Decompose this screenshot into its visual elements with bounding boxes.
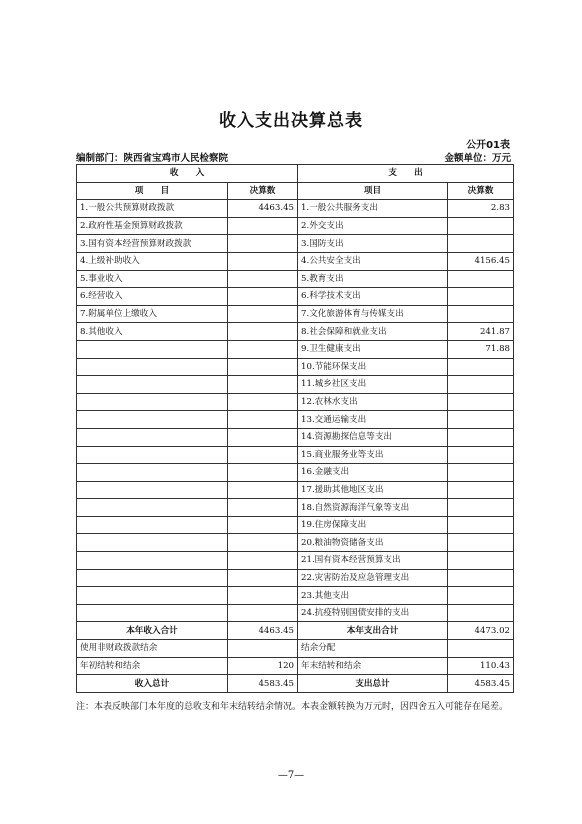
expense-item-cell: 10.节能环保支出 — [298, 358, 448, 376]
expense-item-cell: 14.资源勘探信息等支出 — [298, 428, 448, 446]
income-item-cell — [77, 604, 228, 622]
income-item-cell — [77, 464, 228, 482]
income-expense-table — [76, 164, 514, 693]
expense-item-cell: 24.抗疫特别国债安排的支出 — [298, 604, 448, 622]
income-amount-cell — [228, 252, 298, 270]
income-section-header: 收 入 — [77, 165, 298, 183]
expense-item-cell: 15.商业服务业等支出 — [298, 446, 448, 464]
expense-item-cell: 18.自然资源海洋气象等支出 — [298, 499, 448, 517]
footnote: 注：本表反映部门本年度的总收支和年末结转结余情况。本表金额转换为万元时，因四舍五入可能存在尾差。 — [76, 702, 509, 712]
expense-item-cell: 3.国防支出 — [298, 235, 448, 253]
expense-amount-cell — [448, 552, 514, 570]
expense-section-header: 支 出 — [298, 165, 514, 183]
expense-amount-cell — [448, 446, 514, 464]
income-amount-cell — [228, 552, 298, 570]
income-item-cell — [77, 376, 228, 394]
expense-amount-cell — [448, 358, 514, 376]
expense-amount-cell — [448, 376, 514, 394]
table-row — [77, 358, 514, 376]
table-row — [77, 340, 514, 358]
income-amount-cell — [228, 428, 298, 446]
expense-item-cell: 20.粮油物资储备支出 — [298, 534, 448, 552]
income-item-cell: 5.事业收入 — [77, 270, 228, 288]
expense-item-cell: 11.城乡社区支出 — [298, 376, 448, 394]
table-row — [77, 252, 514, 270]
unit-label: 金额单位：万元 — [444, 153, 511, 164]
page-number: —7— — [277, 770, 305, 781]
expense-amount-cell — [448, 288, 514, 306]
table-row — [77, 305, 514, 323]
income-amount-cell — [228, 305, 298, 323]
expense-amount-cell — [448, 428, 514, 446]
expense-total-value: 4583.45 — [448, 675, 514, 693]
income-amount-cell — [228, 464, 298, 482]
table-row — [77, 604, 514, 622]
table-row — [77, 411, 514, 429]
expense-amount-cell — [448, 235, 514, 253]
income-amount-cell — [228, 288, 298, 306]
end-carryover-label: 年末结转和结余 — [298, 657, 448, 675]
year-expense-label: 本年支出合计 — [298, 622, 448, 640]
income-total-label: 收入总计 — [77, 675, 228, 693]
non-fiscal-label: 使用非财政拨款结余 — [77, 640, 228, 658]
income-amount-cell — [228, 499, 298, 517]
expense-amount-cell — [448, 217, 514, 235]
table-row — [77, 552, 514, 570]
income-amount-cell — [228, 587, 298, 605]
expense-amount-cell — [448, 393, 514, 411]
end-carryover-value: 110.43 — [448, 657, 514, 675]
expense-item-cell: 19.住房保障支出 — [298, 516, 448, 534]
income-amount-cell — [228, 569, 298, 587]
table-row — [77, 587, 514, 605]
income-item-header: 项 目 — [77, 182, 228, 200]
non-fiscal-value — [228, 640, 298, 658]
income-item-cell: 2.政府性基金预算财政拨款 — [77, 217, 228, 235]
income-amount-cell — [228, 323, 298, 341]
income-item-cell — [77, 428, 228, 446]
income-amount-header: 决算数 — [228, 182, 298, 200]
table-row — [77, 200, 514, 218]
table-code: 公开01表 — [466, 140, 510, 151]
table-row — [77, 446, 514, 464]
expense-amount-cell — [448, 481, 514, 499]
expense-item-cell: 5.教育支出 — [298, 270, 448, 288]
expense-amount-cell: 4156.45 — [448, 252, 514, 270]
income-amount-cell — [228, 270, 298, 288]
income-amount-cell: 4463.45 — [228, 200, 298, 218]
expense-item-cell: 13.交通运输支出 — [298, 411, 448, 429]
table-row — [77, 235, 514, 253]
expense-item-cell: 21.国有资本经营预算支出 — [298, 552, 448, 570]
carryover-row — [77, 657, 514, 675]
table-row — [77, 428, 514, 446]
expense-item-cell: 17.援助其他地区支出 — [298, 481, 448, 499]
income-amount-cell — [228, 376, 298, 394]
income-amount-cell — [228, 217, 298, 235]
expense-total-label: 支出总计 — [298, 675, 448, 693]
table-meta-row — [76, 150, 511, 164]
expense-item-cell: 9.卫生健康支出 — [298, 340, 448, 358]
income-item-cell: 8.其他收入 — [77, 323, 228, 341]
income-item-cell: 7.附属单位上缴收入 — [77, 305, 228, 323]
income-item-cell — [77, 516, 228, 534]
grand-total-row — [77, 675, 514, 693]
table-row — [77, 217, 514, 235]
table-row — [77, 288, 514, 306]
expense-item-cell: 2.外交支出 — [298, 217, 448, 235]
non-fiscal-row — [77, 640, 514, 658]
table-row — [77, 569, 514, 587]
table-row — [77, 534, 514, 552]
year-income-label: 本年收入合计 — [77, 622, 228, 640]
expense-amount-cell — [448, 464, 514, 482]
org-label: 编制部门：陕西省宝鸡市人民检察院 — [76, 153, 229, 164]
surplus-dist-value — [448, 640, 514, 658]
income-item-cell: 4.上级补助收入 — [77, 252, 228, 270]
table-row — [77, 323, 514, 341]
income-item-cell — [77, 340, 228, 358]
expense-amount-cell — [448, 270, 514, 288]
table-row — [77, 464, 514, 482]
year-expense-value: 4473.02 — [448, 622, 514, 640]
expense-item-cell: 6.科学技术支出 — [298, 288, 448, 306]
year-income-value: 4463.45 — [228, 622, 298, 640]
income-item-cell: 6.经营收入 — [77, 288, 228, 306]
income-item-cell — [77, 569, 228, 587]
surplus-dist-label: 结余分配 — [298, 640, 448, 658]
table-row — [77, 376, 514, 394]
section-header-row — [77, 165, 514, 183]
expense-amount-cell — [448, 516, 514, 534]
income-amount-cell — [228, 393, 298, 411]
expense-item-header: 项目 — [298, 182, 448, 200]
income-amount-cell — [228, 235, 298, 253]
income-amount-cell — [228, 534, 298, 552]
income-total-value: 4583.45 — [228, 675, 298, 693]
expense-item-cell: 23.其他支出 — [298, 587, 448, 605]
income-item-cell — [77, 411, 228, 429]
expense-item-cell: 12.农林水支出 — [298, 393, 448, 411]
table-row — [77, 481, 514, 499]
expense-item-cell: 4.公共安全支出 — [298, 252, 448, 270]
income-item-cell — [77, 534, 228, 552]
income-amount-cell — [228, 446, 298, 464]
income-amount-cell — [228, 340, 298, 358]
expense-amount-cell — [448, 604, 514, 622]
expense-amount-cell — [448, 587, 514, 605]
income-amount-cell — [228, 358, 298, 376]
expense-amount-cell: 71.88 — [448, 340, 514, 358]
expense-amount-header: 决算数 — [448, 182, 514, 200]
year-total-row — [77, 622, 514, 640]
income-item-cell: 1.一般公共预算财政拨款 — [77, 200, 228, 218]
income-amount-cell — [228, 516, 298, 534]
column-header-row — [77, 182, 514, 200]
income-item-cell — [77, 358, 228, 376]
begin-carryover-label: 年初结转和结余 — [77, 657, 228, 675]
expense-amount-cell — [448, 411, 514, 429]
expense-amount-cell — [448, 499, 514, 517]
expense-item-cell: 1.一般公共服务支出 — [298, 200, 448, 218]
expense-item-cell: 16.金融支出 — [298, 464, 448, 482]
table-row — [77, 516, 514, 534]
income-item-cell — [77, 481, 228, 499]
page-title: 收入支出决算总表 — [219, 111, 363, 131]
table-row — [77, 393, 514, 411]
begin-carryover-value: 120 — [228, 657, 298, 675]
expense-amount-cell: 241.87 — [448, 323, 514, 341]
expense-amount-cell — [448, 534, 514, 552]
table-row — [77, 499, 514, 517]
income-item-cell — [77, 552, 228, 570]
expense-amount-cell: 2.83 — [448, 200, 514, 218]
income-item-cell — [77, 393, 228, 411]
table-row — [77, 270, 514, 288]
income-item-cell — [77, 499, 228, 517]
income-amount-cell — [228, 481, 298, 499]
expense-item-cell: 22.灾害防治及应急管理支出 — [298, 569, 448, 587]
expense-item-cell: 7.文化旅游体育与传媒支出 — [298, 305, 448, 323]
expense-item-cell: 8.社会保障和就业支出 — [298, 323, 448, 341]
income-amount-cell — [228, 411, 298, 429]
income-item-cell — [77, 587, 228, 605]
expense-amount-cell — [448, 305, 514, 323]
expense-amount-cell — [448, 569, 514, 587]
income-amount-cell — [228, 604, 298, 622]
income-item-cell — [77, 446, 228, 464]
income-item-cell: 3.国有资本经营预算财政拨款 — [77, 235, 228, 253]
